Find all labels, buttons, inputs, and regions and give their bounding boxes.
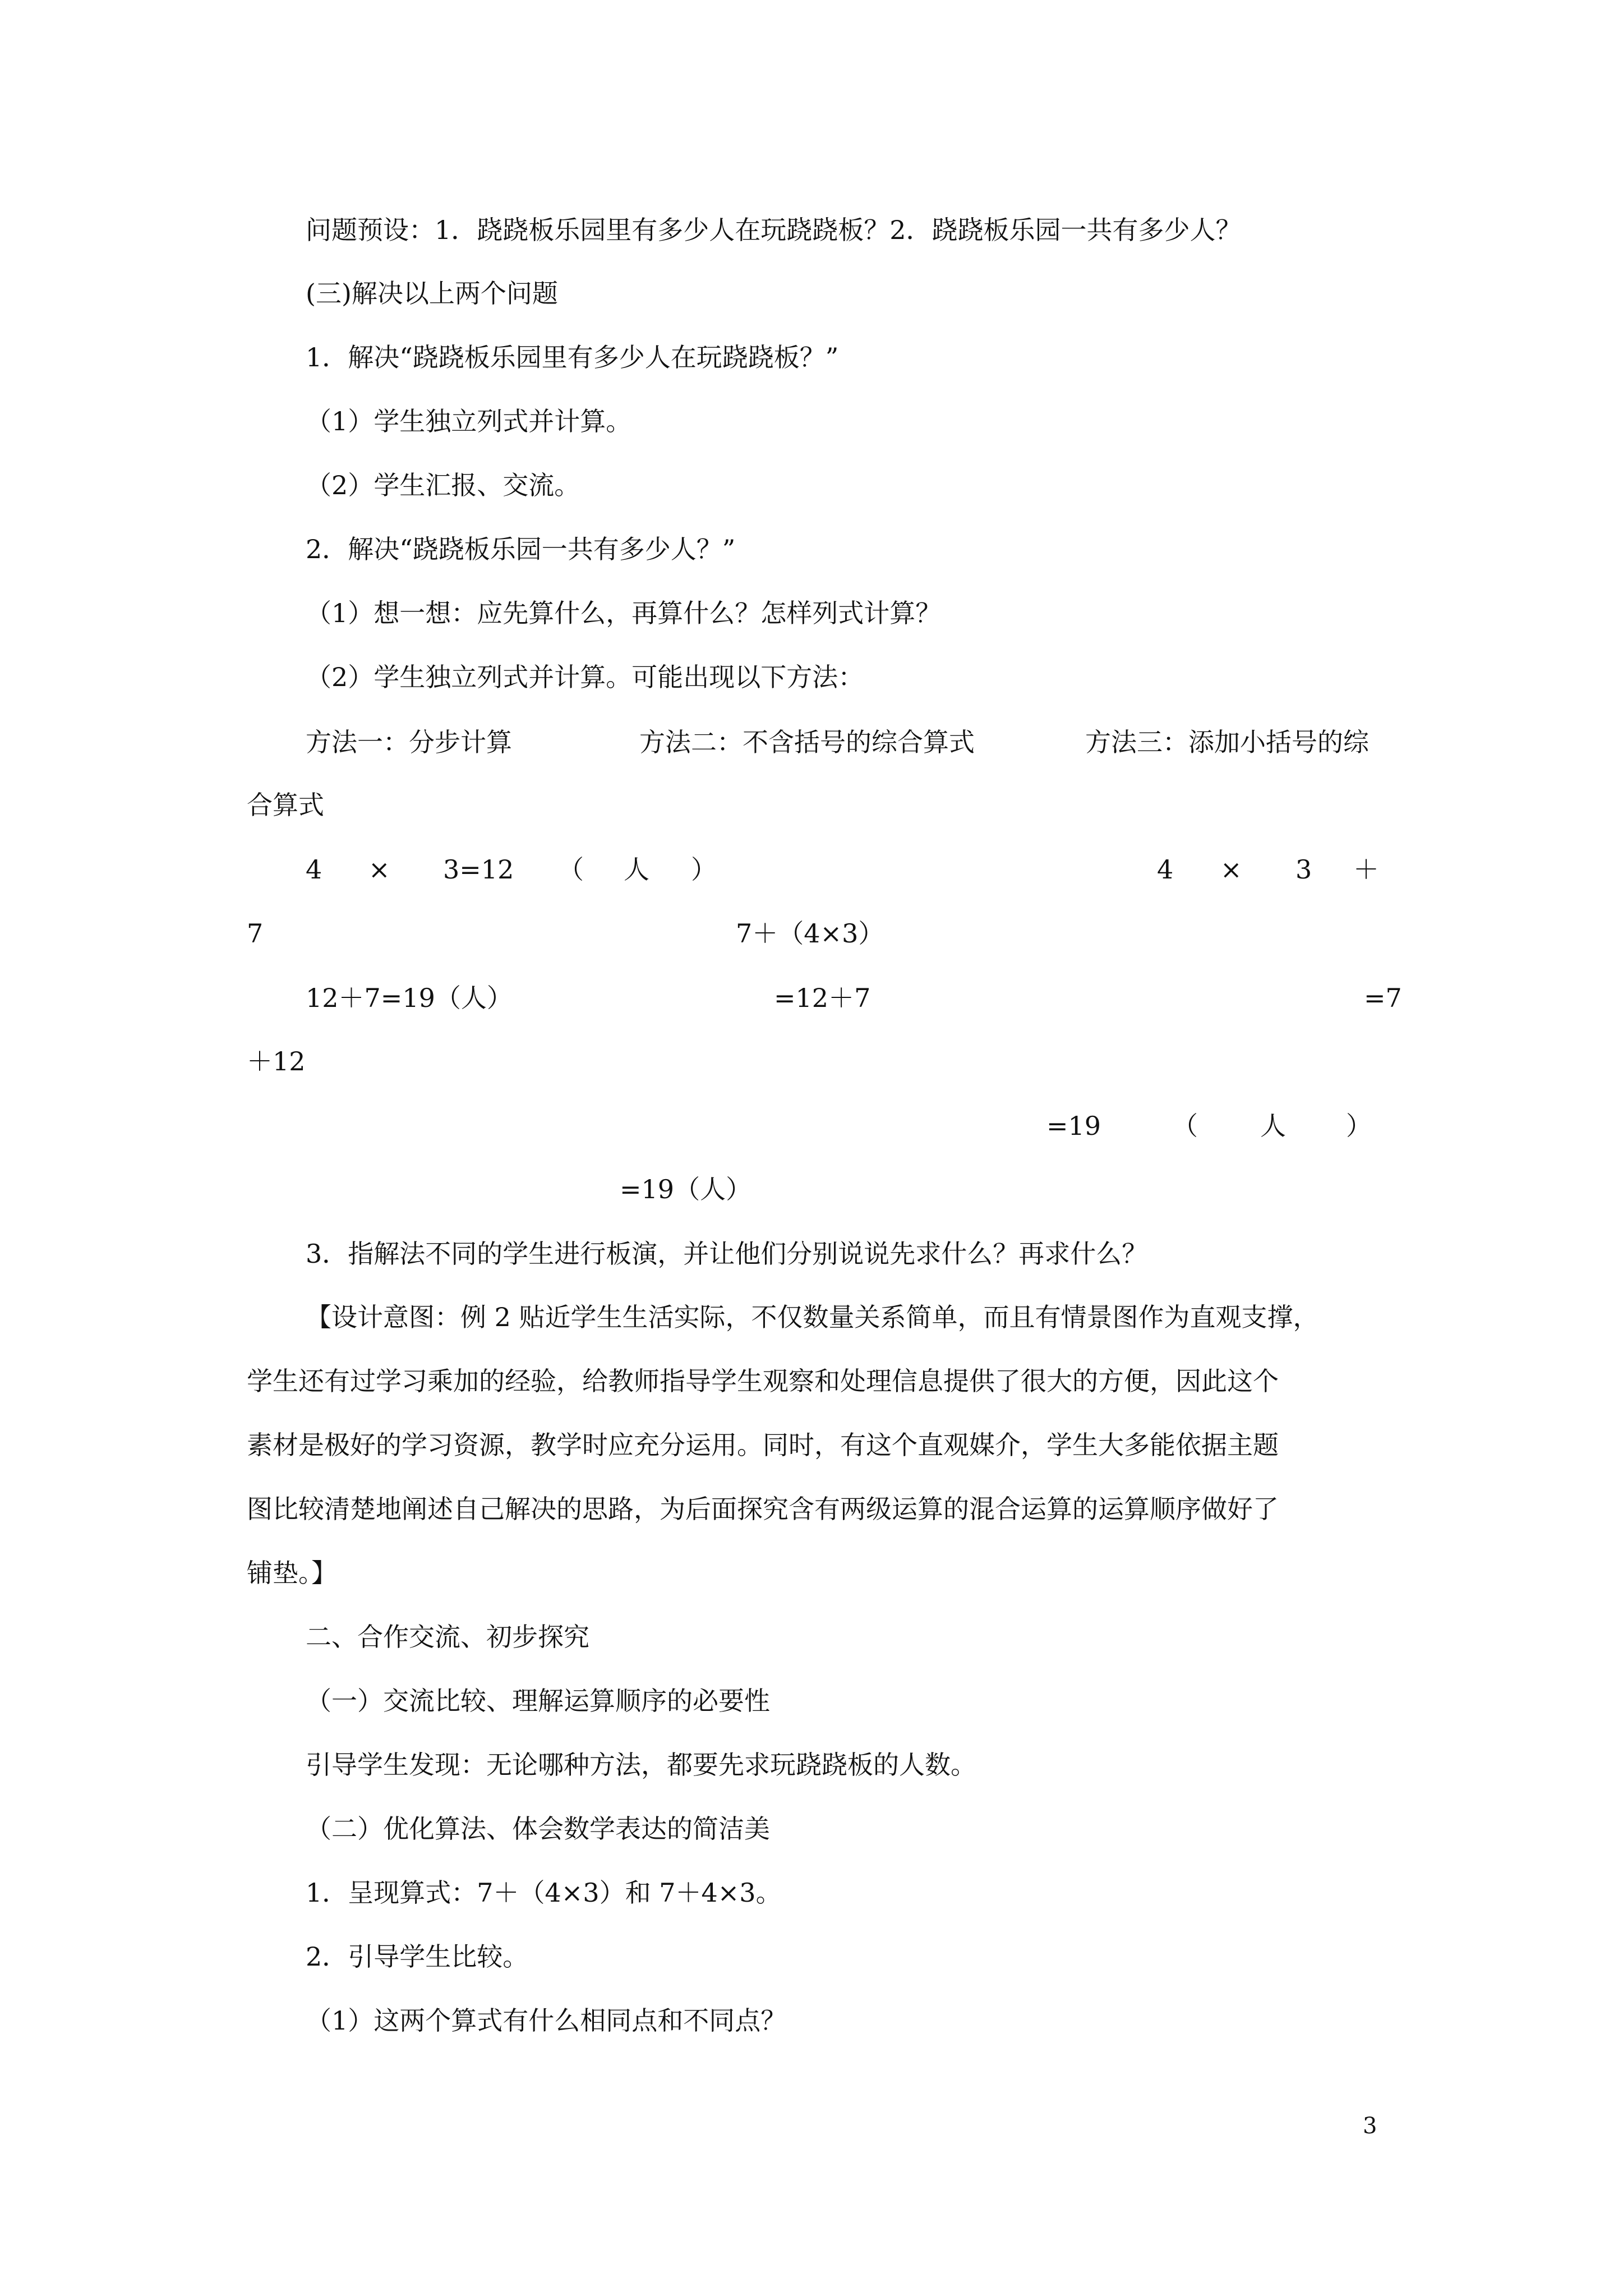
method-2-result-unit: 人	[1260, 1111, 1286, 1141]
method-2-7: 7	[247, 918, 264, 949]
method-1-label: 方法一：分步计算	[306, 727, 512, 757]
compare-question: （1）这两个算式有什么相同点和不同点？	[306, 2005, 787, 2036]
method-2-step-1-cont: ＋12	[247, 1046, 306, 1076]
method-2-times: ×	[1220, 854, 1242, 885]
design-intent-line-4: 图比较清楚地阐述自己解决的思路，为后面探究含有两级运算的混合运算的运算顺序做好了	[247, 1494, 1279, 1524]
show-expressions: 1．呈现算式：7＋（4×3）和 7＋4×3。	[306, 1878, 782, 1908]
method-2-4: 4	[1157, 854, 1174, 885]
method-2-label: 方法二：不含括号的综合算式	[639, 727, 975, 757]
calc-3-eq-12: 3=12	[443, 854, 514, 885]
step-2-item-2: （2）学生独立列式并计算。可能出现以下方法：	[306, 662, 864, 692]
calc-step-2: 12＋7=19（人）	[306, 983, 513, 1013]
calc-4: 4	[306, 854, 322, 885]
step-1-heading: 1．解决“跷跷板乐园里有多少人在玩跷跷板？”	[306, 342, 839, 372]
design-intent-line-1: 【设计意图：例 2 贴近学生生活实际，不仅数量关系简单，而且有情景图作为直观支撑，	[306, 1302, 1319, 1332]
calc-unit-ren: 人	[624, 854, 649, 885]
method-3-expression: 7＋（4×3）	[736, 918, 884, 949]
calc-times: ×	[368, 854, 390, 885]
design-intent-line-2: 学生还有过学习乘加的经验，给教师指导学生观察和处理信息提供了很大的方便，因此这个	[247, 1366, 1279, 1396]
section-two-title: 二、合作交流、初步探究	[306, 1622, 589, 1652]
guide-compare: 2．引导学生比较。	[306, 1941, 529, 1972]
method-2-result-right-paren: ）	[1346, 1111, 1372, 1141]
step-1-item-2: （2）学生汇报、交流。	[306, 470, 580, 500]
question-preset: 问题预设：1．跷跷板乐园里有多少人在玩跷跷板？2．跷跷板乐园一共有多少人？	[306, 215, 1242, 245]
section-two-part-1: （一）交流比较、理解运算顺序的必要性	[306, 1686, 770, 1716]
method-3-result: =19（人）	[620, 1174, 752, 1204]
method-2-result-eq: =19	[1046, 1111, 1101, 1141]
calc-right-paren: ）	[691, 854, 717, 885]
page-number: 3	[1363, 2113, 1377, 2139]
method-3-label: 方法三：添加小括号的综	[1085, 727, 1369, 757]
step-3: 3．指解法不同的学生进行板演，并让他们分别说说先求什么？再求什么？	[306, 1239, 1148, 1269]
method-2-step-1: =7	[1364, 983, 1402, 1013]
method-2-plus: ＋	[1353, 854, 1379, 885]
step-2-heading: 2．解决“跷跷板乐园一共有多少人？”	[306, 534, 736, 564]
design-intent-line-5: 铺垫。】	[247, 1558, 337, 1588]
guide-discover: 引导学生发现：无论哪种方法，都要先求玩跷跷板的人数。	[306, 1750, 976, 1780]
step-2-item-1: （1）想一想：应先算什么，再算什么？怎样列式计算？	[306, 598, 942, 628]
step-1-item-1: （1）学生独立列式并计算。	[306, 406, 632, 436]
method-3-step-1: =12＋7	[774, 983, 871, 1013]
method-2-result-left-paren: （	[1172, 1111, 1198, 1141]
calc-left-paren: （	[558, 854, 584, 885]
design-intent-line-3: 素材是极好的学习资源，教学时应充分运用。同时，有这个直观媒介，学生大多能依据主题	[247, 1430, 1279, 1460]
section-two-part-2: （二）优化算法、体会数学表达的简洁美	[306, 1814, 770, 1844]
method-3-label-cont: 合算式	[247, 790, 324, 820]
method-2-3: 3	[1295, 854, 1312, 885]
section-3-title: (三)解决以上两个问题	[306, 278, 558, 309]
